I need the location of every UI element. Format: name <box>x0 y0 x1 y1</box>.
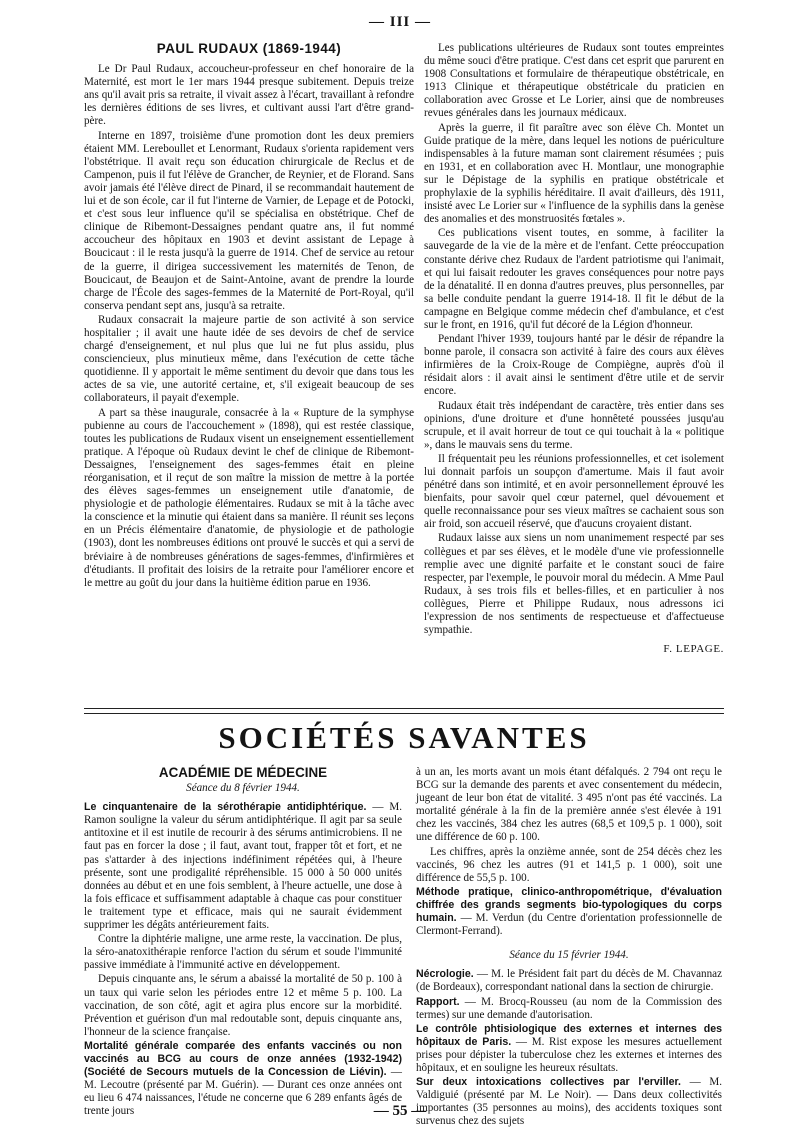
report-heading: Sur deux intoxications collectives par l'erviller. <box>416 1076 681 1089</box>
report-item <box>416 996 722 1022</box>
obituary-paragraph: A part sa thèse inaugurale, consacrée à la « Rupture de la symphyse pubienne au cours de l'accouchement » (1898), qui est restée classique, toutes les publications de Rudaux visent un enseignement essentiellement pratique. A l'époque où Rudaux devint le chef de clinique de Ribemont-Dessaignes, l'enseignement des sages-femmes était en pleine réorganisation, et il reçut de son maître la mission de mettre à la portée des élèves sages-femmes un enseignement utile d'anatomie, de physiologie et de pathologie élémentaires. Rudaux se mit à la tâche avec la conscience et la minutie qui étaient dans sa manière. Il réunit ses leçons en un Précis élémentaire d'anatomie, de physiologie et de pathologie (1903), dont les nombreuses éditions ont prouvé le succès et qui a servi de bréviaire à de nombreuses générations de sages-femmes, d'infirmières et d'étudiants. Il profitait des loisirs de la retraite pour l'améliorer encore et le mettre au goût du jour dans la huitième édition parue en 1936. <box>84 406 414 589</box>
report-heading: Le contrôle phtisiologique des externes et internes des hôpitaux de Paris. <box>416 1022 722 1048</box>
report-heading: Nécrologie. <box>416 968 474 981</box>
report-text: — M. Brocq-Rousseu (au nom de la Commission des termes) sur une demande d'autorisation. <box>416 995 722 1021</box>
report-heading: Le cinquantenaire de la sérothérapie antidiphtérique. <box>84 801 367 814</box>
report-heading: Mortalité générale comparée des enfants vaccinés ou non vaccinés au BCG au cours de onze années (1932-1942) (Société de Secours mutuels de la Concession de Liévin). <box>84 1039 402 1079</box>
report-paragraph: Depuis cinquante ans, le sérum a abaissé la mortalité de 50 p. 100 à un taux qui varie selon les périodes entre 12 et même 5 p. 100. La vaccination, de son côté, agit et agira plus encore sur la morbidité. Prévention et guérison d'un mal redoutable sont, depuis cinquante ans, l'honneur de la science française. <box>84 973 402 1038</box>
academie-right-column <box>416 766 722 1129</box>
obituary-paragraph: Rudaux consacrait la majeure partie de son activité à son service hospitalier ; il avait une haute idée de ses devoirs de chef de service chargé d'enseignement, et nul plus que lui ne fut plus assidu, plus consciencieux, plus minutieux même, dans l'exécution de cette tâche quotidienne. Il y apportait le même sentiment du devoir que dans tous les actes de sa vie, une autorité certaine, et, s'il exigeait beaucoup de ses collaborateurs, il payait d'exemple. <box>84 313 414 405</box>
report-text: — M. Valdiguié (présenté par M. Le Noir). — Dans deux collectivités importantes (35 personnes au moins), des accidents toxiques sont survenus chez des sujets <box>416 1076 722 1128</box>
divider-rule <box>84 713 724 714</box>
section-banner: SOCIÉTÉS SAVANTES <box>218 720 590 755</box>
academie-left-column <box>84 766 402 1119</box>
report-text: — M. Rist expose les mesures actuellement prises pour dépister la tuberculose chez les externes et internes des hôpitaux, et en souligne les heureux résultats. <box>416 1035 722 1074</box>
report-heading: Rapport. <box>416 995 460 1008</box>
obituary-paragraph: Les publications ultérieures de Rudaux sont toutes empreintes du même souci d'être pratique. C'est dans cet esprit que parurent en 1908 Consultations et formulaire de thérapeutique obstétricale, en 1913 Clinique et thérapeutique obstétricale du praticien en collaboration avec Grosse et Le Lorier, ainsi que de nombreuses revues générales dans les journaux médicaux. <box>424 42 724 120</box>
report-heading: Méthode pratique, clinico-anthropométrique, d'évaluation chiffrée des grands segments bio-typologiques du corps humain. <box>416 885 722 925</box>
report-item <box>416 968 722 994</box>
obituary-signature: F. LEPAGE. <box>663 643 724 656</box>
obituary-paragraph: Le Dr Paul Rudaux, accoucheur-professeur en chef honoraire de la Maternité, est mort le 1er mars 1944 presque subitement. Depuis treize ans qu'il avait pris sa retraite, il vivait assez à l'écart, travaillant à refondre les dernières éditions de ses livres, et cultivant aussi l'art d'être grand-père. <box>84 63 414 128</box>
obituary-paragraph: Rudaux était très indépendant de caractère, très entier dans ses opinions, d'une droiture et d'une honnêteté poussées jusqu'au scrupule, et il avait horreur de tout ce qui touchait à la « politique », dans le mauvais sens du terme. <box>424 399 724 451</box>
academie-title: ACADÉMIE DE MÉDECINE <box>158 765 328 780</box>
roman-page-number: — III — <box>368 14 431 30</box>
report-text: — M. Lecoutre (présenté par M. Guérin). — Durant ces onze années ont eu lieu 6 474 naissances, l'étude ne concerne que 6 289 enfants âgés de trente jours <box>84 1066 403 1118</box>
page-number: — 55 — <box>373 1103 427 1119</box>
report-paragraph: à un an, les morts avant un mois étant défalqués. 2 794 ont reçu le BCG sur la demande des parents et avec consentement du médecin, jugeant de leur bon état de vitalité. 3 495 n'ont pas été vaccinés. La mortalité générale à la fin de la première année s'est élevée à 191 chez les vaccinés, 384 chez les autres (68,5 et 109,5 p. 1 000), soit une différence de 60 p. 100. <box>416 766 722 844</box>
divider-rule <box>84 708 724 709</box>
seance-date: Séance du 15 février 1944. <box>509 949 629 962</box>
obituary-paragraph: Rudaux laisse aux siens un nom unanimement respecté par ses collègues et par ses élèves, et le modèle d'une vie professionnelle remplie avec une dignité parfaite et le constant souci de faire respecter, par l'exemple, le pouvoir moral du médecin. A Mme Paul Rudaux, à ses trois fils et belles-filles, et en particulier à nos collègues, Pierre et Philippe Rudaux, nous adressons ici l'expression de nos sentiments de respectueuse et d'affectueuse sympathie. <box>424 532 724 637</box>
obituary-paragraph: Il fréquentait peu les réunions professionnelles, et cet isolement lui donnait parfois un soupçon d'amertume. Mais il faut avoir pénétré dans son intimité, et en avoir personnellement éprouvé les bienfaits, pour savoir quel cœur paternel, quel dévouement et quelle reconnaissance pour ses vieux maîtres se cachaient sous son air froid, son accueil réservé, que d'aucuns croyaient distant. <box>424 452 724 531</box>
obituary-right-column <box>424 42 724 656</box>
report-item <box>416 886 722 938</box>
obituary-paragraph: Interne en 1897, troisième d'une promotion dont les deux premiers étaient MM. Lereboullet et Lenormant, Rudaux s'orienta rapidement vers l'obstétrique. Il avait reçu son éducation chirurgicale de Reclus et de Campenon, puis il fut l'élève de Grancher, de Reynier, et de Florand. Sans avoir jamais été l'élève direct de Pinard, il se recommandait hautement de lui et de son école, car il fut l'interne de Varnier, de Lepage et de Potocki, et c'est sous leur influence qu'il se spécialisa en obstétrique. Chef de clinique de Ribemont-Dessaignes pendant quatre ans, il fut nommé accoucheur des hôpitaux en 1903 et devint assistant de Lepage à Boucicaut : il le resta jusqu'à la guerre de 1914. Chef de service au retour de la guerre, il dirigea successivement les maternités de Tenon, de Boucicaut, de Beaujon et de Saint-Antoine, avant de prendre la lourde charge de l'École des sages-femmes de la Maternité de Port-Royal, qu'il conserva pendant sept ans, jusqu'à sa retraite. <box>84 129 414 312</box>
report-paragraph: Contre la diphtérie maligne, une arme reste, la vaccination. De plus, la séro-anatoxithérapie renforce l'action du sérum et soude l'immunité passive immédiate à l'immunité active en développement. <box>84 933 402 972</box>
obituary-title: PAUL RUDAUX (1869-1944) <box>156 41 342 56</box>
report-text: — M. Ramon souligne la valeur du sérum antidiphtérique. Il agit par sa seule antitoxine et il est inutile de recourir à des sérums antimicrobiens. Il ne faut pas en forcer la dose ; il faut, avant tout, frapper tôt et fort, et ne pas s'attarder à des injections indéfiniment répétées qui, à l'heure présente, sont une prodigalité répréhensible. 15 000 à 50 000 unités données au début et en une fois semblent, à l'heure actuelle, une dose à la fois efficace et suffisamment adaptable à chaque cas pour constituer le traitement type et efficace, mais qui ne saurait évidemment supprimer les dégâts antérieurement faits. <box>84 801 402 932</box>
seance-date: Séance du 8 février 1944. <box>186 782 300 795</box>
report-paragraph: Les chiffres, après la onzième année, sont de 254 décès chez les vaccinés, 96 chez les autres (91 et 141,5 p. 1 000), soit une différence de 55,5 p. 100. <box>416 845 722 884</box>
report-text: — M. Verdun (du Centre d'orientation professionnelle de Clermont-Ferrand). <box>416 912 722 938</box>
obituary-paragraph: Après la guerre, il fit paraître avec son élève Ch. Montet un Guide pratique de la mère, dans lequel les notions de puériculture indispensables à la future maman sont clairement résumées ; puis en 1931, et en collaboration avec H. Montlaur, une monographie sur le Dépistage de la syphilis en pratique obstétricale et prophylaxie de la syphilis héréditaire. Il avait d'ailleurs, dès 1911, insisté avec Le Lorier sur « l'influence de la syphilis dans la genèse des anomalies et des monstruosités fœtales ». <box>424 121 724 226</box>
obituary-left-column <box>84 42 414 591</box>
report-text: — M. le Président fait part du décès de M. Chavannaz (de Bordeaux), correspondant national dans la section de chirurgie. <box>416 968 722 994</box>
report-item <box>416 1023 722 1075</box>
obituary-paragraph: Pendant l'hiver 1939, toujours hanté par le désir de répandre la bonne parole, il consacra son activité à faire des cours aux élèves infirmières de la Croix-Rouge de Compiègne, auprès d'où il résidait alors : il avait ainsi le sentiment d'être utile et de servir encore. <box>424 333 724 398</box>
obituary-paragraph: Ces publications visent toutes, en somme, à faciliter la sauvegarde de la vie de la mère et de l'enfant. Cette préoccupation constante dérive chez Rudaux de l'ardent patriotisme qui l'animait, et qui lui faisait redouter les graves conséquences pour notre pays de la dénatalité. Il en donna d'autres preuves, plus personnelles, par sa belle conduite pendant la guerre 1914-18. Il fit le début de la campagne en Belgique comme médecin chef d'ambulance, et c'est sur le front, en 1916, qu'il fut décoré de la Légion d'honneur. <box>424 227 724 331</box>
report-item <box>84 801 402 932</box>
